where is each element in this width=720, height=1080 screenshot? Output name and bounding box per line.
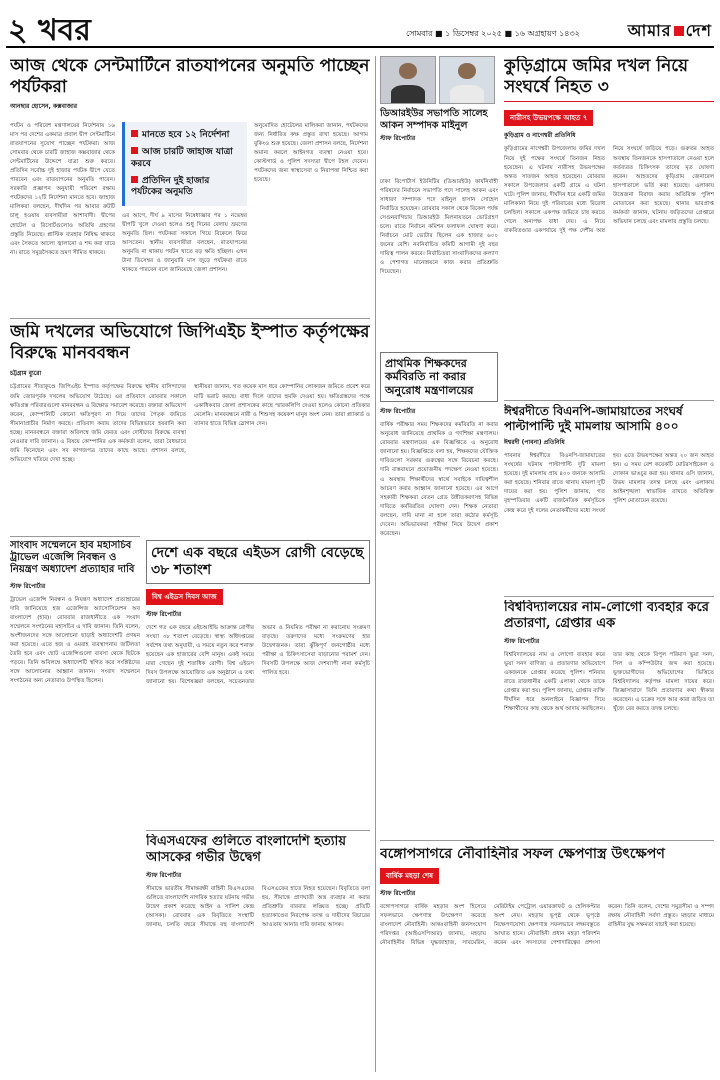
portrait-photo [439,56,495,104]
story-headline[interactable]: ঈশ্বরদীতে বিএনপি-জামায়াতের সংঘর্ষ পাল্টাপাল্টি দুই মামলায় আসামি ৪০০ [504,404,683,433]
story-headline[interactable]: কুড়িগ্রামে জমির দখল নিয়ে সংঘর্ষে নিহত ৩ [504,56,689,97]
story-body: পর্যটন ও পরিবেশ মন্ত্রণালয়ের নির্দেশনায় ১৬ মাস পর দেশের একমাত্র প্রবাল দ্বীপ সেন্টমার্টিনে রাতযাপনের সুযোগ পাচ্ছেন পর্যটকরা। আজ সোমবার থেকে চারটি জাহাজ কক্সবাজার থেকে সেন্টমার্টিনের উদ্দেশে যাত্রা শুরু করবে। প্রতিদিন সর্বোচ্চ দুই হাজার পর্যটক দ্বীপে যেতে পারবেন এবং রাতযাপনের অনুমতি পাবেন। সরকারি প্রজ্ঞাপন অনুযায়ী পরিবেশ রক্ষায় পর্যটকদের ১২টি নির্দেশনা মানতে হবে। জাহাজ মালিকরা বলছেন, দীর্ঘদিন পর আবার রুটটি চালু হওয়ায় ব্যবসায়ীরা আশাবাদী। দ্বীপের হোটেল ও রিসোর্টগুলোও অতিথি গ্রহণের প্রস্তুতি নিয়েছে। প্লাস্টিক ব্যবহার নিষিদ্ধ থাকবে এবং সৈকতে আলো জ্বালানো ও শব্দ করা যাবে না। রাতে সমুদ্রসৈকতে ভ্রমণ সীমিত থাকবে। [10,123,115,256]
column-rule [375,56,376,1072]
story-headline[interactable]: জমি দখলের অভিযোগে জিপিএইচ ইস্পাত কর্তৃপক্ষের বিরুদ্ধে মানববন্ধন [10,322,370,363]
story-kicker: বার্ষিক মহড়া শেষ [380,868,439,884]
story-byline: স্টাফ রিপোর্টার [504,637,540,645]
story-byline: স্টাফ রিপোর্টার [10,582,46,590]
story-bsf [146,834,370,1072]
story-headline[interactable]: সাংবাদ সম্মেলনে হাব মহাসচিব ট্রাভেল এজেন্সি নিবন্ধন ও নিয়ন্ত্রণ অধ্যাদেশ প্রত্যাহার দাবি [10,540,135,576]
newspaper-logo[interactable] [628,18,712,45]
story-ishwardi [504,404,714,592]
callout-item: মানতে হবে ১২ নির্দেশনা [131,130,241,141]
story-headline[interactable]: দেশে এক বছরে এইডস রোগী বেড়েছে ৩৮ শতাংশ [151,545,364,579]
story-body: সীমান্তে ভারতীয় সীমান্তরক্ষী বাহিনী বিএসএফের গুলিতে বাংলাদেশি নাগরিক হত্যার ঘটনায় গভীর উদ্বেগ প্রকাশ করেছে আইন ও সালিশ কেন্দ্র (আসক)। রোববার এক বিবৃতিতে সংস্থাটি জানায়, চলতি বছরে সীমান্তে বহু বাংলাদেশি বিএসএফের হাতে নিহত হয়েছেন। বিবৃতিতে বলা হয়, সীমান্তে প্রাণঘাতী অস্ত্র ব্যবহার না করার প্রতিশ্রুতি বারবার লঙ্ঘিত হচ্ছে। প্রতিটি হত্যাকাণ্ডের নিরপেক্ষ তদন্ত ও দায়ীদের বিচারের আওতায় আনার দাবি জানায় আসক। [146,885,370,928]
story-byline: স্টাফ রিপোর্টার [146,871,182,879]
story-headline[interactable]: বঙ্গোপসাগরে নৌবাহিনীর সফল ক্ষেপণাস্ত্র উৎক্ষেপণ [380,846,665,862]
story-primary-teachers [380,352,498,724]
story-headline[interactable]: প্রাথমিক শিক্ষকদের কর্মবিরতি না করার অনুরোধ মন্ত্রণালয়ের [385,357,474,397]
story-body-2: স্থানীয়রা জানান, গত কয়েক মাস ধরে কোম্পানির লোকজন জমিতে প্রবেশ করে মাটি ভরাট করছে। বাধা দিলে তাদের হুমকি দেওয়া হয়। ক্ষতিগ্রস্তদের পক্ষে একাধিকবার জেলা প্রশাসকের কাছে স্মারকলিপি দেওয়া হলেও কোনো প্রতিকার মেলেনি। মানববন্ধনে নারী ও শিশুসহ কয়েকশ মানুষ অংশ নেন। তারা প্ল্যাকার্ড ও ব্যানার হাতে বিভিন্ন স্লোগান দেন। [194,384,370,427]
story-body: বঙ্গোপসাগরে বার্ষিক মহড়ার অংশ হিসেবে সফলভাবে ক্ষেপণাস্ত্র উৎক্ষেপণ করেছে বাংলাদেশ নৌবাহিনী। আন্তঃবাহিনী জনসংযোগ পরিদপ্তর (আইএসপিআর) জানায়, মহড়ায় নৌবাহিনীর বিভিন্ন যুদ্ধজাহাজ, সাবমেরিন, মেরিটাইম পেট্রোল এয়ারক্রাফট ও হেলিকপ্টার অংশ নেয়। মহড়ায় ভূপৃষ্ঠ থেকে ভূপৃষ্ঠে নিক্ষেপণযোগ্য ক্ষেপণাস্ত্র সফলভাবে লক্ষ্যবস্তুতে আঘাত হানে। নৌবাহিনী প্রধান মহড়া পরিদর্শন করেন এবং সদস্যদের পেশাদারিত্বের প্রশংসা করেন। তিনি বলেন, দেশের সমুদ্রসীমা ও সম্পদ রক্ষায় নৌবাহিনী সর্বদা প্রস্তুত। মহড়ার মাধ্যমে বাহিনীর যুদ্ধ সক্ষমতা যাচাই করা হয়েছে। [380,904,714,947]
logo-square-icon [674,26,684,36]
story-headline[interactable]: আজ থেকে সেন্টমার্টিনে রাতযাপনের অনুমতি পাচ্ছেন পর্যটকরা [10,56,370,97]
story-kurigram [504,56,714,396]
story-body: ঢাকা রিপোর্টার্স ইউনিটির (ডিআরইউ) কার্যনির্বাহী পরিষদের নির্বাচনে সভাপতি পদে সালেহ আকন এবং সাধারণ সম্পাদক পদে মাইনুল হাসান সোহেল নির্বাচিত হয়েছেন। রোববার সকাল থেকে বিকেল পর্যন্ত সেগুনবাগিচায় ডিআরইউ মিলনায়তনে ভোটগ্রহণ চলে। রাতে নির্বাচন কমিশন ফলাফল ঘোষণা করে। নির্বাচনে মোট ভোটার ছিলেন এক হাজার ৬০০ জনের বেশি। নবনির্বাচিত কমিটি আগামী দুই বছর দায়িত্ব পালন করবে। নির্বাচিতরা সাংবাদিকদের কল্যাণ ও পেশাগত মানোন্নয়নে কাজ করার প্রতিশ্রুতি দিয়েছেন। [380,179,498,276]
story-body: চট্টগ্রামের সীতাকুণ্ডে জিপিএইচ ইস্পাত কর্তৃপক্ষের বিরুদ্ধে স্থানীয় বাসিন্দাদের জমি জোরপূর্বক দখলের অভিযোগ উঠেছে। এর প্রতিবাদে রোববার সকালে ক্ষতিগ্রস্ত পরিবারগুলো মানববন্ধন ও বিক্ষোভ সমাবেশ করেছে। বক্তারা অভিযোগ করেন, কোম্পানিটি কোনো ক্ষতিপূরণ না দিয়ে তাদের পৈতৃক জমিতে সীমানাপ্রাচীর নির্মাণ করছে। প্রতিবাদ করায় তাদের বিভিন্নভাবে হয়রানি করা হচ্ছে। মানববন্ধনে বক্তারা অবিলম্বে জমি ফেরত এবং দোষীদের বিরুদ্ধে ব্যবস্থা নেওয়ার দাবি জানান। এ বিষয়ে কোম্পানির এক কর্মকর্তা বলেন, তারা বৈধভাবে জমি কিনেছেন এবং সব কাগজপত্র তাদের কাছে আছে। প্রশাসন বলছে, অভিযোগ খতিয়ে দেখা হচ্ছে। [10,384,186,463]
portrait-photo [380,56,436,104]
story-body: বার্ষিক পরীক্ষার সময় শিক্ষকদের কর্মবিরতি না করার অনুরোধ জানিয়েছে প্রাথমিক ও গণশিক্ষা মন্ত্রণালয়। রোববার মন্ত্রণালয়ের এক বিজ্ঞপ্তিতে এ অনুরোধ জানানো হয়। বিজ্ঞপ্তিতে বলা হয়, শিক্ষকদের যৌক্তিক দাবিগুলো সরকার গুরুত্বের সঙ্গে বিবেচনা করছে। দাবি বাস্তবায়নে প্রয়োজনীয় পদক্ষেপ নেওয়া হয়েছে। এ অবস্থায় শিক্ষার্থীদের স্বার্থে সবাইকে দায়িত্বশীল আচরণ করার আহ্বান জানানো হয়েছে। এর আগে সহকারী শিক্ষকরা বেতন গ্রেড উন্নীতকরণসহ বিভিন্ন দাবিতে কর্মবিরতির ঘোষণা দেন। শিক্ষক নেতারা বলছেন, দাবি মানা না হলে তারা কঠোর কর্মসূচি দেবেন। অভিভাবকরা পরীক্ষা নিয়ে উদ্বেগ প্রকাশ করেছেন। [380,422,498,537]
bullet-icon [131,147,138,154]
bullet-icon [131,130,138,137]
story-headline[interactable]: বিশ্ববিদ্যালয়ের নাম-লোগো ব্যবহার করে প্রতারণা, গ্রেপ্তার এক [504,600,709,631]
story-dru [380,56,498,176]
story-byline: স্টাফ রিপোর্টার [146,611,182,619]
story-body-3: অনুমোদিত হোটেলের মালিকরা জানান, পর্যটকদের জন্য নির্ধারিত কক্ষ প্রস্তুত রাখা হয়েছে। আগাম বুকিংও শুরু হয়েছে। জেলা প্রশাসন বলছে, নির্দেশনা অমান্য করলে আইনগত ব্যবস্থা নেওয়া হবে। কোস্টগার্ড ও পুলিশ সদস্যরা দ্বীপে টহল দেবেন। পর্যটকদের জন্য স্বাস্থ্যসেবা ও নিরাপত্তা নিশ্চিত করা হয়েছে। [254,123,368,184]
story-kicker: বিশ্ব এইডস দিবস আজ [146,589,223,605]
story-byline: স্টাফ রিপোর্টার [380,408,416,416]
story-headline[interactable]: ডিআরইউর সভাপতি সালেহ আকন সম্পাদক মাইনুল [380,108,488,131]
logo-text-left: আমার [627,21,672,40]
story-dru-body [380,178,498,350]
story-callout [122,122,247,206]
story-byline: চট্টগ্রাম ব্যুরো [10,370,42,378]
story-body: বিশ্ববিদ্যালয়ের নাম ও লোগো ব্যবহার করে ভুয়া সনদ বাণিজ্য ও প্রতারণার অভিযোগে একজনকে গ্রেপ্তার করেছে পুলিশ। শনিবার রাতে রাজধানীর একটি এলাকা থেকে তাকে গ্রেপ্তার করা হয়। পুলিশ জানায়, গ্রেপ্তার ব্যক্তি দীর্ঘদিন ধরে অনলাইনে বিজ্ঞাপন দিয়ে শিক্ষার্থীদের কাছ থেকে অর্থ আদায় করছিলেন। তার কাছ থেকে বিপুল পরিমাণ ভুয়া সনদ, সিল ও কম্পিউটার জব্দ করা হয়েছে। ভুক্তভোগীদের অভিযোগের ভিত্তিতে বিশ্ববিদ্যালয় কর্তৃপক্ষ মামলা দায়ের করে। জিজ্ঞাসাবাদে তিনি প্রতারণার কথা স্বীকার করেছেন। এ চক্রের সঙ্গে আর কারা জড়িত তা খুঁজে বের করতে তদন্ত চলছে। [504,651,714,712]
story-body: দেশে গত এক বছরে এইচআইভি আক্রান্ত রোগীর সংখ্যা ৩৮ শতাংশ বেড়েছে। স্বাস্থ্য অধিদপ্তরের সর্বশেষ তথ্য অনুযায়ী, এ সময়ে নতুন করে শনাক্ত হয়েছেন এক হাজারের বেশি মানুষ। একই সময়ে মারা গেছেন দুই শতাধিক রোগী। বিশ্ব এইডস দিবস উপলক্ষে আয়োজিত এক অনুষ্ঠানে এ তথ্য জানানো হয়। বিশেষজ্ঞরা বলছেন, সচেতনতার অভাব ও নিয়মিত পরীক্ষা না করানোয় সংক্রমণ বাড়ছে। তরুণদের মধ্যে সংক্রমণের হার উদ্বেগজনক। তারা ঝুঁকিপূর্ণ জনগোষ্ঠীর মধ্যে পরীক্ষা ও চিকিৎসাসেবা বাড়ানোর পরামর্শ দেন। দিবসটি উপলক্ষে আজ দেশব্যাপী নানা কর্মসূচি পালিত হবে। [146,625,370,686]
story-byline: ঈশ্বরদী (পাবনা) প্রতিনিধি [504,439,565,447]
dateline: সোমবার ■ ১ ডিসেম্বর ২০২৫ ■ ১৬ অগ্রহায়ণ ১৪৩২ [406,29,580,38]
story-university-fraud [504,600,714,836]
story-byline: স্টাফ রিপোর্টার [380,135,416,143]
story-kicker: নারীসহ উভয়পক্ষে আহত ৭ [504,110,593,126]
story-body: ট্রাভেল এজেন্সি নিবন্ধন ও নিয়ন্ত্রণ অধ্যাদেশ প্রত্যাহারের দাবি জানিয়েছে হজ এজেন্সিজ অ্যাসোসিয়েশন অব বাংলাদেশ (হাব)। রোববার রাজধানীতে এক সংবাদ সম্মেলনে সংগঠনের মহাসচিব এ দাবি জানান। তিনি বলেন, অংশীজনদের সঙ্গে আলোচনা ছাড়াই অধ্যাদেশটি প্রণয়ন করা হয়েছে। এতে হজ ও ওমরাহ ব্যবস্থাপনায় জটিলতা তৈরি হবে এবং ছোট এজেন্সিগুলো ব্যবসা থেকে ছিটকে পড়বে। তিনি অবিলম্বে অধ্যাদেশটি স্থগিত করে সংশ্লিষ্টদের সঙ্গে আলোচনার আহ্বান জানান। সংবাদ সম্মেলনে সংগঠনের অন্য নেতারাও উপস্থিত ছিলেন। [10,596,140,684]
bullet-icon [131,176,138,183]
story-body: পাবনার ঈশ্বরদীতে বিএনপি-জামায়াতের সংঘর্ষের ঘটনায় পাল্টাপাল্টি দুটি মামলা হয়েছে। দুই মামলায় প্রায় ৪০০ জনকে আসামি করা হয়েছে। শনিবার রাতে থানায় মামলা দুটি দায়ের করা হয়। পুলিশ জানায়, গত বৃহস্পতিবার একটি রাজনৈতিক কর্মসূচিকে কেন্দ্র করে দুই দলের নেতাকর্মীদের মধ্যে সংঘর্ষ হয়। এতে উভয়পক্ষের অন্তত ২০ জন আহত হন। এ সময় বেশ কয়েকটি মোটরসাইকেল ও দোকান ভাঙচুর করা হয়। থানার ওসি জানান, উভয় মামলার তদন্ত চলছে এবং এলাকায় আইনশৃঙ্খলা স্বাভাবিক রাখতে অতিরিক্ত পুলিশ মোতায়েন রয়েছে। [504,453,714,514]
story-body: কুড়িগ্রামের নাগেশ্বরী উপজেলায় জমির দখল নিয়ে দুই পক্ষের সংঘর্ষে তিনজন নিহত হয়েছেন। এ ঘটনায় নারীসহ উভয়পক্ষের অন্তত সাতজন আহত হয়েছেন। রোববার সকালে উপজেলার একটি গ্রামে এ ঘটনা ঘটে। পুলিশ জানায়, দীর্ঘদিন ধরে একটি জমির মালিকানা নিয়ে দুই পরিবারের মধ্যে বিরোধ চলছিল। সকালে একপক্ষ জমিতে চাষ করতে গেলে অন্যপক্ষ বাধা দেয়। এ নিয়ে বাকবিতণ্ডার একপর্যায়ে দুই পক্ষ দেশীয় অস্ত্র নিয়ে সংঘর্ষে জড়িয়ে পড়ে। গুরুতর আহত অবস্থায় তিনজনকে হাসপাতালে নেওয়া হলে কর্তব্যরত চিকিৎসক তাদের মৃত ঘোষণা করেন। আহতদের কুড়িগ্রাম জেনারেল হাসপাতালে ভর্তি করা হয়েছে। এলাকায় উত্তেজনা বিরাজ করায় অতিরিক্ত পুলিশ মোতায়েন করা হয়েছে। থানার ভারপ্রাপ্ত কর্মকর্তা জানান, ঘটনায় জড়িতদের গ্রেপ্তারে অভিযান চলছে এবং মামলার প্রস্তুতি চলছে। [504,146,714,234]
masthead [6,4,714,48]
story-gph-ispat [10,322,370,532]
story-byline: আনছার হোসেন, কক্সবাজার [10,103,78,111]
story-headline[interactable]: বিএসএফের গুলিতে বাংলাদেশি হত্যায় আসকের গভীর উদ্বেগ [146,834,346,865]
story-byline: কুড়িগ্রাম ও নাগেশ্বরী প্রতিনিধি [504,132,576,140]
callout-item: প্রতিদিন দুই হাজার পর্যটকের অনুমতি [131,175,210,197]
story-navy-missile [380,846,714,1072]
story-byline: স্টাফ রিপোর্টার [380,890,416,898]
callout-item: আজ চারটি জাহাজ যাত্রা করবে [131,147,233,169]
story-aids [146,540,370,826]
story-saint-martin [10,56,370,316]
page-tag: ২ খবর [8,13,91,48]
story-body-2: এর আগে, দীর্ঘ ৯ মাসের নিষেধাজ্ঞার পর ১ নভেম্বর দ্বীপটি খুলে দেওয়া হলেও শুধু দিনের বেলায় ভ্রমণের অনুমতি ছিল। পর্যটকরা সকালে গিয়ে বিকেলে ফিরে আসতেন। স্থানীয় ব্যবসায়ীরা বলছেন, রাতযাপনের অনুমতি না থাকায় পর্যটন খাতে বড় ক্ষতি হচ্ছিল। এখন টানা ডিসেম্বর ও জানুয়ারি মাস জুড়ে পর্যটকরা রাতে থাকতে পারবেন বলে জানিয়েছে জেলা প্রশাসন। [122,213,247,274]
logo-text-right: দেশ [685,21,712,40]
story-haab [10,540,140,912]
